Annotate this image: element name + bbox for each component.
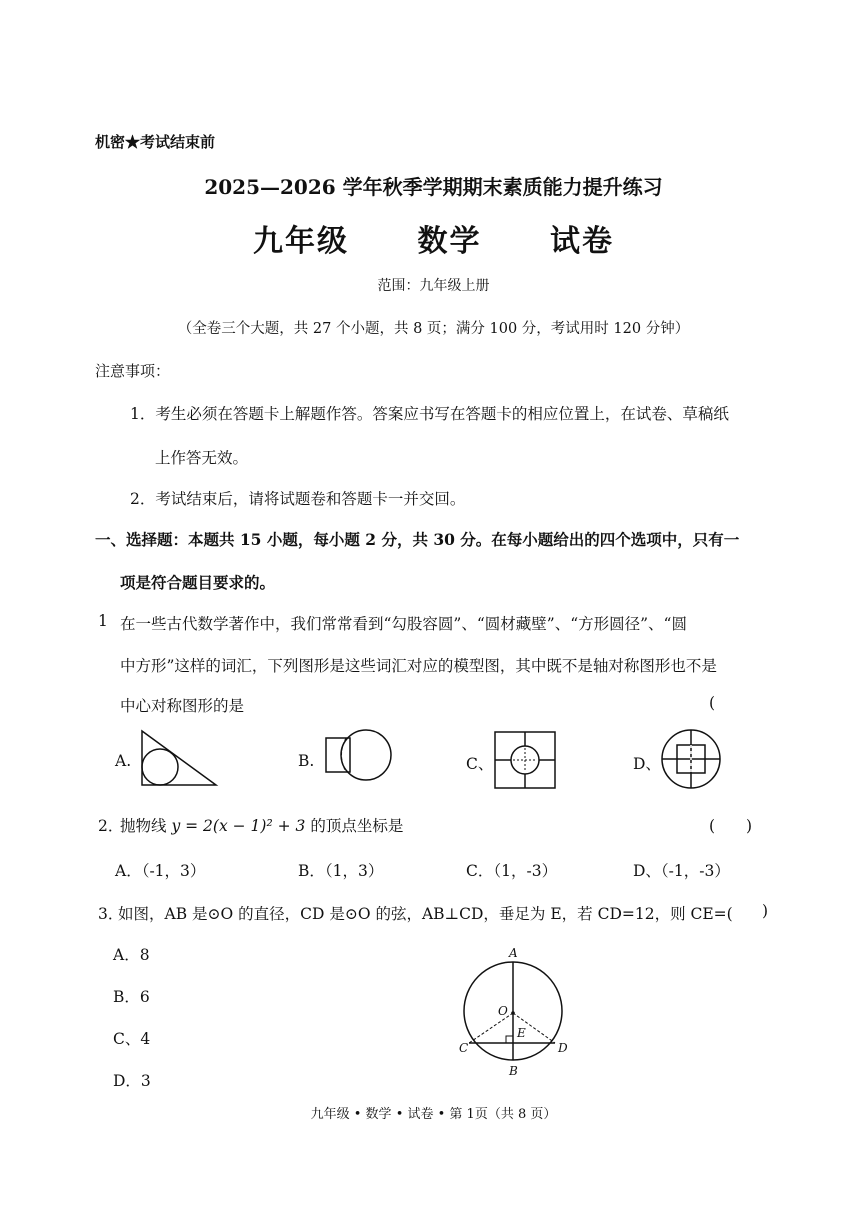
q1-text-line2: 中方形”这样的词汇，下列图形是这些词汇对应的模型图，其中既不是轴对称图形也不是 bbox=[120, 657, 717, 675]
q2-text-suffix: 的顶点坐标是 bbox=[310, 817, 404, 835]
q1-answer-paren: ( bbox=[709, 694, 716, 712]
q3-text: 如图，AB 是⊙O 的直径，CD 是⊙O 的弦，AB⊥CD，垂足为 E，若 CD=12，则 CE=( bbox=[118, 905, 733, 923]
q1-figure-a bbox=[138, 727, 220, 789]
q1-option-c: C、 bbox=[466, 755, 494, 773]
q2-option-b: B．（1，3） bbox=[298, 862, 384, 880]
q3-answer-paren-close: ) bbox=[762, 902, 769, 920]
exam-title: 2025—2026 学年秋季学期期末素质能力提升练习 bbox=[204, 175, 663, 199]
q1-number: 1 bbox=[98, 612, 108, 630]
q2-formula: y = 2(x − 1)² + 3 bbox=[171, 817, 306, 835]
label-o: O bbox=[498, 1004, 508, 1018]
label-b: B bbox=[509, 1064, 518, 1078]
q1-figure-c bbox=[492, 729, 558, 791]
section-heading: 一、选择题：本题共 15 小题，每小题 2 分，共 30 分。在每小题给出的四个选项中，只有一 bbox=[95, 530, 740, 549]
q3-option-c: C、4 bbox=[113, 1030, 151, 1048]
q3-figure bbox=[452, 943, 582, 1083]
q1-figure-d bbox=[657, 727, 725, 791]
exam-scope: 范围：九年级上册 bbox=[377, 278, 490, 294]
q1-option-d: D、 bbox=[633, 755, 661, 773]
grade-label: 九年级 bbox=[253, 224, 350, 259]
q2-number: 2． bbox=[98, 817, 124, 835]
subject-label: 数学 bbox=[417, 224, 482, 259]
q2-option-a: A．（-1，3） bbox=[115, 862, 206, 880]
q1-figure-b bbox=[322, 726, 394, 784]
q2-text-prefix: 抛物线 bbox=[120, 817, 167, 835]
q2-option-d: D、（-1，-3） bbox=[633, 862, 730, 880]
confidential-tag: 机密★考试结束前 bbox=[95, 133, 216, 151]
q1-text-line1: 在一些古代数学著作中，我们常常看到“勾股容圆”、“圆材藏壁”、“方形圆径”、“圆 bbox=[120, 615, 687, 633]
label-e: E bbox=[517, 1026, 526, 1040]
q1-option-a: A. bbox=[115, 752, 132, 770]
paper-label: 试卷 bbox=[549, 224, 614, 259]
notice-item-1-cont: 上作答无效。 bbox=[155, 449, 249, 467]
notice-item-1: 1．考生必须在答题卡上解题作答。答案应书写在答题卡的相应位置上，在试卷、草稿纸 bbox=[130, 405, 729, 423]
q1-text-line3: 中心对称图形的是 bbox=[120, 697, 245, 715]
q3-option-a: A．8 bbox=[113, 946, 150, 964]
page-footer: 九年级 • 数学 • 试卷 • 第 1页（共 8 页） bbox=[310, 1107, 557, 1122]
q3-option-b: B．6 bbox=[113, 988, 150, 1006]
q3-number: 3． bbox=[98, 905, 124, 923]
q2-option-c: C．（1，-3） bbox=[466, 862, 558, 880]
notice-item-2: 2．考试结束后，请将试题卷和答题卡一并交回。 bbox=[130, 490, 466, 508]
exam-summary: （全卷三个大题，共 27 个小题，共 8 页；满分 100 分，考试用时 120 分钟） bbox=[177, 321, 690, 337]
q1-option-b: B. bbox=[298, 752, 315, 770]
label-a: A bbox=[509, 946, 518, 960]
label-c: C bbox=[459, 1041, 469, 1055]
q2-answer-paren: ( ) bbox=[709, 817, 753, 835]
notice-heading: 注意事项： bbox=[95, 362, 171, 380]
section-heading-cont: 项是符合题目要求的。 bbox=[120, 573, 276, 592]
label-d: D bbox=[558, 1041, 568, 1055]
q2-text bbox=[120, 814, 403, 836]
exam-subtitle bbox=[0, 216, 867, 260]
q3-option-d: D．3 bbox=[113, 1072, 151, 1090]
